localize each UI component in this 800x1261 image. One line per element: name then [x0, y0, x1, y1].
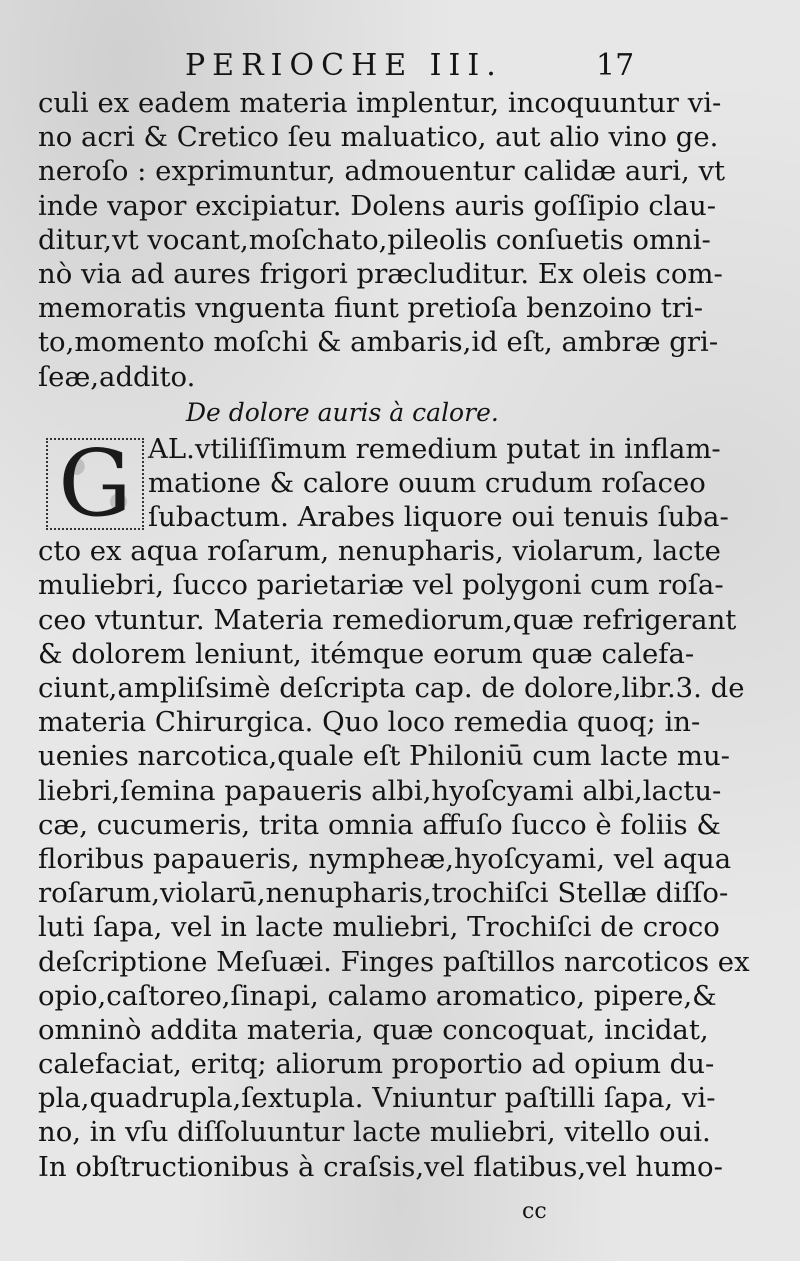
paragraph-1	[38, 86, 726, 394]
text-line: materia Chirurgica. Quo loco remedia quoq; in-	[38, 706, 701, 739]
page-number: 17	[596, 48, 635, 83]
text-line: to,momento moſchi & ambaris,id eſt, ambræ gri-	[38, 326, 719, 359]
text-line: ſubactum. Arabes liquore oui tenuis ſuba-	[148, 501, 729, 534]
signature-mark: cc	[522, 1199, 547, 1224]
drop-cap-initial: G	[46, 438, 144, 530]
text-line: nò via ad aures frigori præcluditur. Ex oleis com-	[38, 257, 723, 290]
text-line: deſcriptione Meſuæi. Finges paſtillos narcoticos ex	[38, 945, 750, 978]
section-heading: De dolore auris à calore.	[186, 397, 499, 427]
text-line: ſeæ,addito.	[38, 360, 196, 393]
text-line: memoratis vnguenta fiunt pretioſa benzoino tri-	[38, 292, 703, 325]
text-line: opio,caſtoreo,ſinapi, calamo aromatico, pipere,&	[38, 979, 717, 1012]
text-line: matione & calore ouum crudum roſaceo	[148, 466, 706, 499]
text-line: ditur,vt vocant,moſchato,pileolis conſuetis omni-	[38, 223, 711, 256]
text-line: muliebri, ſucco parietariæ vel polygoni cum roſa-	[38, 569, 724, 602]
text-line: & dolorem leniunt, itémque eorum quæ calefa-	[38, 637, 695, 670]
paragraph-2	[38, 429, 750, 1184]
text-line: culi ex eadem materia implentur, incoquuntur vi-	[38, 87, 722, 119]
text-line: uenies narcotica,quale eſt Philoniū cum lacte mu-	[38, 740, 730, 773]
text-line: no, in vſu diſſoluuntur lacte muliebri, vitello oui.	[38, 1116, 711, 1149]
text-line: pla,quadrupla,ſextupla. Vniuntur paſtilli ſapa, vi-	[38, 1082, 716, 1115]
text-line: ciunt,ampliſsimè deſcripta cap. de dolore,libr.3. de	[38, 672, 745, 704]
text-line: roſarum,violarū,nenupharis,trochiſci Stellæ diſſo-	[38, 877, 729, 910]
text-line: no acri & Cretico ſeu maluatico, aut alio vino ge.	[38, 121, 719, 154]
text-line: calefaciat, eritq; aliorum proportio ad opium du-	[38, 1048, 715, 1081]
text-block	[38, 86, 750, 1184]
text-line: omninò addita materia, quæ concoquat, incidat,	[38, 1013, 709, 1046]
text-line: inde vapor excipiatur. Dolens auris goſſipio clau-	[38, 189, 716, 222]
text-line: cto ex aqua roſarum, nenupharis, violarum, lacte	[38, 535, 721, 568]
running-title: PERIOCHE III.	[185, 48, 503, 83]
text-line: luti ſapa, vel in lacte muliebri, Trochiſci de croco	[38, 911, 720, 944]
text-line: floribus papaueris, nympheæ,hyoſcyami, vel aqua	[38, 842, 732, 875]
text-line: liebri,ſemina papaueris albi,hyoſcyami albi,lactu-	[38, 774, 722, 807]
text-line: In obſtructionibus à craſsis,vel flatibus,vel humo-	[38, 1150, 723, 1183]
text-line: neroſo : exprimuntur, admouentur calidæ auri, vt	[38, 155, 726, 188]
text-line: cæ, cucumeris, trita omnia affuſo ſucco è foliis &	[38, 808, 721, 841]
running-head	[0, 46, 800, 86]
text-line: AL.vtiliſſimum remedium putat in inflam-	[148, 432, 721, 465]
catchword-row	[0, 1195, 800, 1229]
text-line: ceo vtuntur. Materia remediorum,quæ refrigerant	[38, 603, 737, 636]
